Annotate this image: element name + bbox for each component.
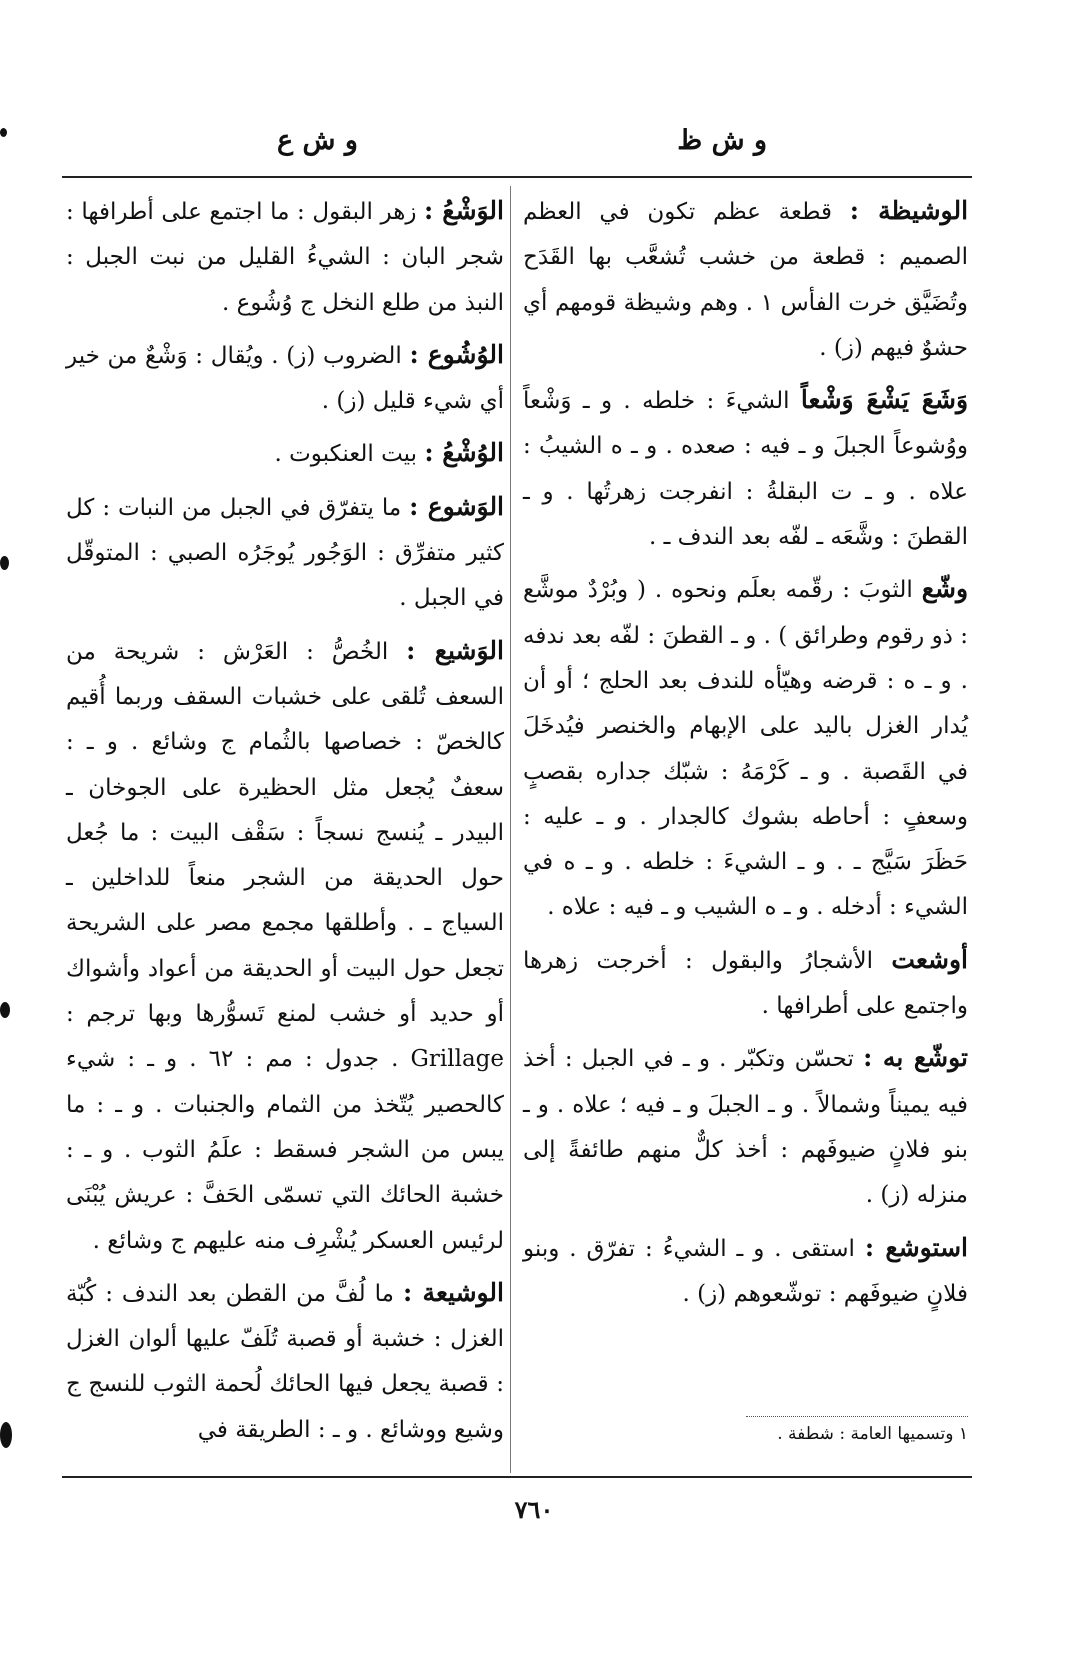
entry <box>523 1035 968 1218</box>
definition: ما يتفرّق في الجبل من النبات : كل كثير متفرِّق : الوَجُور يُوجَرُه الصبي : المتوقّل في الجبل . <box>66 494 504 612</box>
headword: الوُشْعُ : <box>424 438 504 468</box>
definition: بيت العنكبوت . <box>274 441 418 468</box>
page-header <box>62 125 972 165</box>
left-column-header: و ش ع <box>277 125 358 156</box>
headword: توشّع به : <box>863 1043 968 1073</box>
headword: وشّع <box>921 574 969 604</box>
left-column <box>66 188 504 1459</box>
scan-blot <box>0 556 9 570</box>
entry <box>523 1225 968 1318</box>
page-number: ٧٦٠ <box>514 1495 554 1524</box>
entry <box>523 188 968 371</box>
headword: الوَشْعُ : <box>424 196 504 225</box>
footnote: ١ وتسميها العامة : شطفة . <box>777 1424 968 1444</box>
footnote-rule <box>746 1416 968 1417</box>
definition: استقى . و ـ الشيءُ : تفرّق . وبنو فلانٍ ضيوفَهم : توشّعوهم (ز) . <box>523 1235 968 1307</box>
entry <box>523 937 968 1030</box>
headword: وَشَعَ يَشْعَ وَشْعاً <box>800 385 969 415</box>
headword: الوُشُوع : <box>409 339 504 369</box>
headword: استوشع : <box>864 1232 968 1262</box>
footer-rule <box>62 1476 972 1478</box>
definition: زهر البقول : ما اجتمع على أطرافها : شجر البان : الشيءُ القليل من نبت الجبل : النبذ من طلع النخل ج وُشُوع . <box>66 199 504 316</box>
scan-blot <box>0 1002 10 1018</box>
entry <box>66 1270 504 1453</box>
entry <box>523 377 968 560</box>
definition: الثوبَ : رقّمه بعلَم ونحوه . ( وبُرْدٌ موشَّع : ذو رقوم وطرائق ) . و ـ القطنَ : لفّه بعد ندفه . و ـ ه : قرضه وهيّأه للندف بعد الحلج ؛ أو أن يُدار الغزل باليد على الإبهام والخنصر فيُدخَلَ في القَصبة . و ـ كَرْمَهُ : شبّك جداره بقصبٍ وسعفٍ : أحاطه بشوك كالجدار . و ـ عليه : حَظَرَ سَيَّج ـ . و ـ الشيءَ : خلطه . و ـ ه في الشيء : أدخله . و ـ ه الشيب و ـ فيه : علاه . <box>523 577 968 921</box>
headword: الوَشوع : <box>409 491 505 521</box>
scan-blot <box>0 1422 12 1448</box>
right-column <box>523 188 968 1323</box>
headword: أوشعت <box>891 944 968 974</box>
entry <box>66 188 504 326</box>
entry <box>66 430 504 477</box>
entry <box>523 566 968 930</box>
definition: تحسّن وتكبّر . و ـ في الجبل : أخذ فيه يميناً وشمالاً . و ـ الجبلَ و ـ فيه ؛ علاه . و ـ بنو فلانٍ ضيوفَهم : أخذ كلٌّ منهم طائفةً إلى منزله (ز) . <box>523 1046 968 1209</box>
definition: ما لُفَّ من القطن بعد الندف : كُبّة الغزل : خشبة أو قصبة تُلَفّ عليها ألوان الغزل : قصبة يجعل فيها الحائك لُحمة الثوب للنسج ج وشيع ووشائع . و ـ : الطريقة في <box>66 1280 504 1443</box>
definition: الخُصُّ : العَرْش : شريحة من السعف تُلقى على خشبات السقف وربما أُقيم كالخصّ : خصاصها بالثُمام ج وشائع . و ـ : سعفٌ يُجعل مثل الحظيرة على الجوخان ـ البيدر ـ يُنسج نسجاً : سَقْف البيت : ما جُعل حول الحديقة من الشجر منعاً للداخلين ـ السياج ـ . وأطلقها مجمع مصر على الشريحة تجعل حول البيت أو الحديقة من أعواد وأشواك أو حديد أو خشب لمنع تَسوُّرها وبها ترجم : Grillage . جدول : مم : ٦٢ . و ـ : شيء كالحصير يُتّخذ من الثمام والجنبات . و ـ : ما يبس من الشجر فسقط : علَمُ الثوب . و ـ : خشبة الحائك التي تسمّى الحَفَّ : عريش يُبْنَى لرئيس العسكر يُشْرِف منه عليهم ج وشائع . <box>66 638 504 1254</box>
right-column-header: و ش ظ <box>677 125 767 156</box>
headword: الوَشيع : <box>406 635 504 665</box>
headword: الوشيعة : <box>402 1277 504 1307</box>
scan-blot <box>0 128 7 137</box>
header-rule <box>62 176 972 178</box>
entry <box>66 484 504 622</box>
definition: الضروب (ز) . ويُقال : وَشْعٌ من خير أي شيء قليل (ز) . <box>66 342 504 415</box>
definition: قطعة عظم تكون في العظم الصميم : قطعة من خشب تُشعَّب بها القَدَح وتُضَيَّق خرت الفأس ١ . وهم وشيظة قومهم أي حشوٌ فيهم (ز) . <box>523 199 968 361</box>
definition: الأشجارُ والبقول : أخرجت زهرها واجتمع على أطرافها . <box>523 947 968 1020</box>
definition: الشيءَ : خلطه . و ـ وَشْعاً ووُشوعاً الجبلَ و ـ فيه : صعده . و ـ ه الشيبُ : علاه . و ـ ت البقلةُ : انفرجت زهرتُها . و ـ القطنَ : وشَّعَه ـ لفّه بعد الندف ـ . <box>523 388 968 551</box>
entry <box>66 332 504 425</box>
column-divider <box>510 186 511 1473</box>
headword: الوشيظة : <box>849 196 969 225</box>
entry <box>66 628 504 1264</box>
